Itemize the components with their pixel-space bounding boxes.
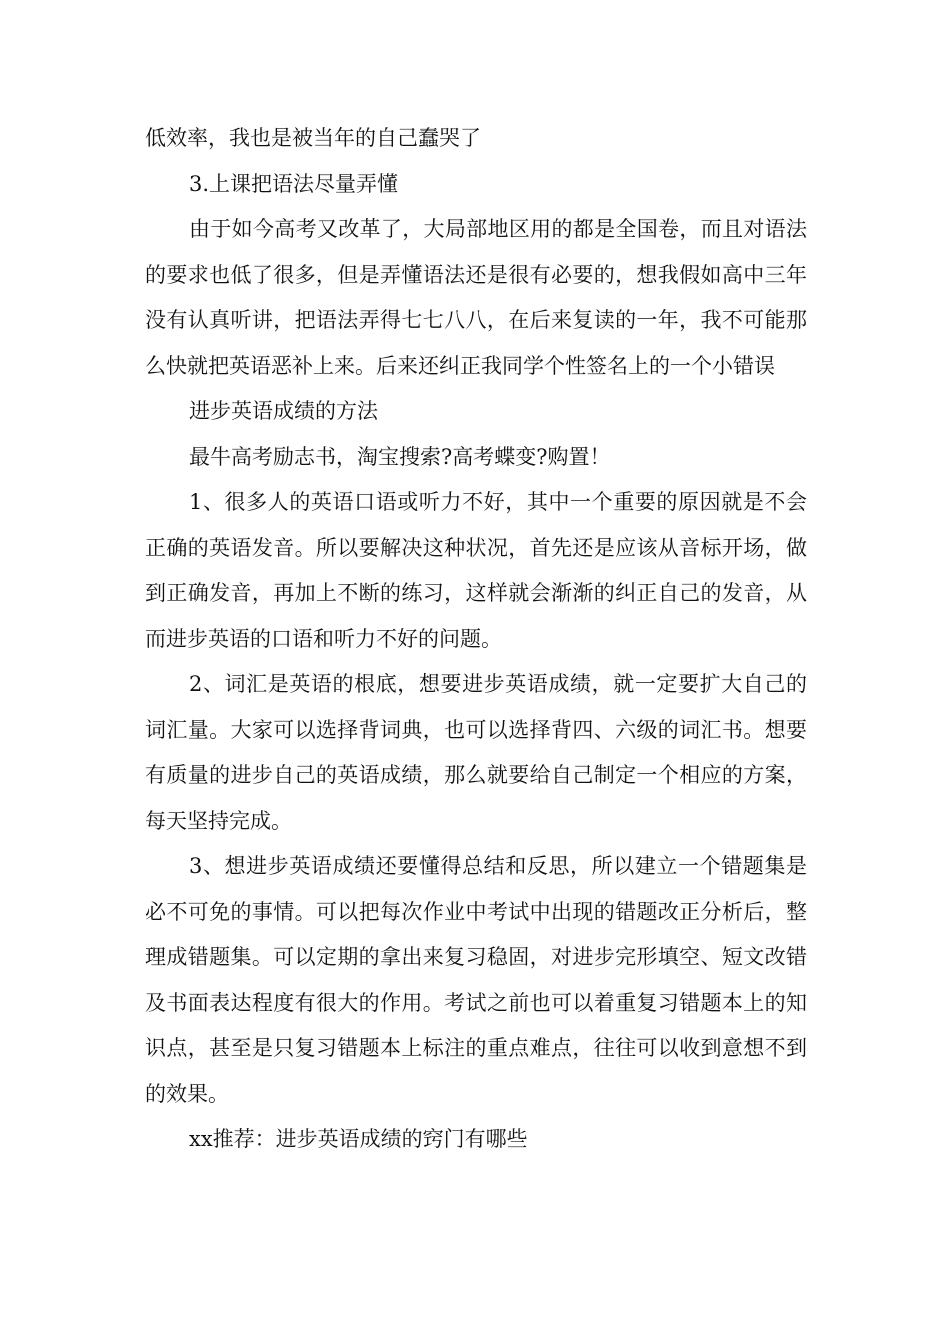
paragraph-recommendation: xx推荐：进步英语成绩的窍门有哪些 — [189, 1127, 528, 1151]
paragraph-method-2: 2、词汇是英语的根底，想要进步英语成绩，就一定要扩大自己的词汇量。大家可以选择背词典，也可以选择背四、六级的词汇书。想要有质量的进步自己的英语成绩，那么就要给自己制定一个相应的方案，每天坚持完成。 — [145, 672, 807, 833]
paragraph-book-ad: 最牛高考励志书，淘宝搜索?高考蝶变?购置！ — [189, 444, 611, 469]
paragraph-method-3: 3、想进步英语成绩还要懂得总结和反思，所以建立一个错题集是必不可免的事情。可以把每次作业中考试中出现的错题改正分析后，整理成错题集。可以定期的拿出来复习稳固，对进步完形填空、短文改错及书面表达程度有很大的作用。考试之前也可以着重复习错题本上的知识点，甚至是只复习错题本上标注的重点难点，往往可以收到意想不到的效果。 — [145, 854, 807, 1106]
document-body — [145, 116, 807, 1163]
paragraph-heading-grammar: 3.上课把语法尽量弄懂 — [189, 171, 399, 196]
paragraph-heading-methods: 进步英语成绩的方法 — [189, 399, 378, 423]
paragraph-continuation: 低效率，我也是被当年的自己蠢哭了 — [145, 126, 481, 150]
paragraph-method-1: 1、很多人的英语口语或听力不好，其中一个重要的原因就是不会正确的英语发音。所以要解决这种状况，首先还是应该从音标开场，做到正确发音，再加上不断的练习，这样就会渐渐的纠正自己的发音，从而进步英语的口语和听力不好的问题。 — [145, 490, 807, 651]
paragraph-grammar: 由于如今高考又改革了，大局部地区用的都是全国卷，而且对语法的要求也低了很多，但是弄懂语法还是很有必要的，想我假如高中三年没有认真听讲，把语法弄得七七八八，在后来复读的一年，我不可能那么快就把英语恶补上来。后来还纠正我同学个性签名上的一个小错误 — [145, 217, 807, 378]
